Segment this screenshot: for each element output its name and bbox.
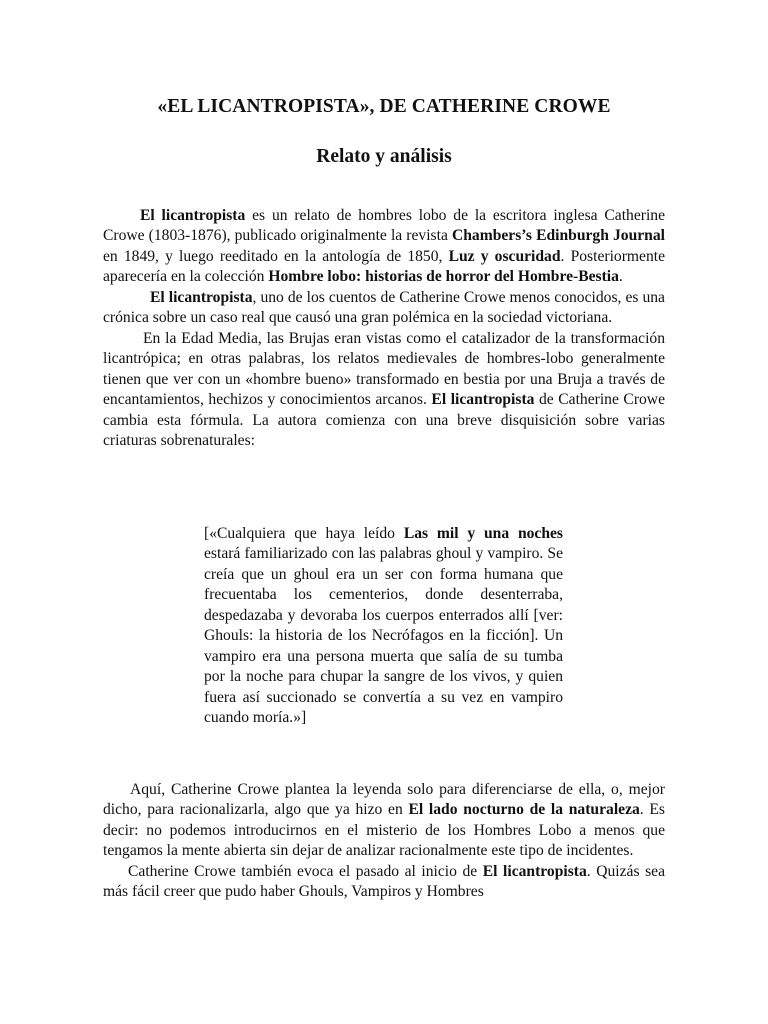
bold-text: Las mil y una noches <box>403 525 563 542</box>
bold-text: El licantropista <box>140 207 246 224</box>
bold-text: Chambers’s Edinburgh Journal <box>451 227 665 245</box>
paragraph-text: . <box>618 268 623 286</box>
quote-text: estará familiarizado con las palabras ghoul y vampiro. Se creía que un ghoul era un ser con forma humana que frecuentaba los cementerios, donde desenterraba, despedazaba y devoraba los cuerpos enterrados allí [ver: Ghouls: la historia de los Necrófagos en la ficción]. Un vampiro era una persona muerta que salía de su tumba por la noche para chupar la sangre de los vivos, y quien fuera así succionado se convertía a su vez en vampiro cuando moría.»] <box>204 545 563 727</box>
paragraph-text: Catherine Crowe también evoca el pasado al inicio de <box>128 862 483 880</box>
bold-text: El licantropista <box>482 862 587 880</box>
paragraph-text: . Es decir: no podemos introducirnos en el misterio de los Hombres Lobo a menos que tengamos la mente abierta sin dejar de analizar racionalmente este tipo de incidentes. <box>103 801 666 860</box>
bold-text: El lado nocturno de la naturaleza <box>408 801 640 819</box>
paragraph-4 <box>103 780 665 862</box>
paragraph-text: , uno de los cuentos de Catherine Crowe menos conocidos, es una crónica sobre un caso real que causó una gran polémica en la sociedad victoriana. <box>103 288 665 327</box>
paragraph-5 <box>103 862 665 903</box>
paragraph-2 <box>103 288 665 329</box>
document-subtitle: Relato y análisis <box>316 146 452 167</box>
paragraph-text: . Quizás sea más fácil creer que pudo haber Ghouls, Vampiros y Hombres <box>103 862 665 901</box>
bold-text: Luz y oscuridad <box>448 247 561 265</box>
paragraph-1 <box>103 206 665 288</box>
paragraph-text: En la Edad Media, las Brujas eran vistas como el catalizador de la transformación licantrópica; en otras palabras, los relatos medievales de hombres-lobo generalmente tienen que ver con un «hombre bueno» transformado en bestia por una Bruja a través de encantamientos, hechizos y conocimientos arcanos. <box>103 329 665 409</box>
paragraph-text: es un relato de hombres lobo de la escritora inglesa Catherine Crowe (1803-1876), publicado originalmente la revista <box>103 207 665 245</box>
block-quote <box>204 524 563 729</box>
document-title: «EL LICANTROPISTA», DE CATHERINE CROWE <box>157 96 611 117</box>
bold-text: El licantropista <box>431 391 535 409</box>
paragraph-text: Aquí, Catherine Crowe plantea la leyenda solo para diferenciarse de ella, o, mejor dicho, para racionalizarla, algo que ya hizo en <box>103 781 665 819</box>
paragraph-text: en 1849, y luego reeditado en la antología de 1850, <box>103 247 449 265</box>
quote-text: [«Cualquiera que haya leído <box>204 525 404 542</box>
paragraph-text: de Catherine Crowe cambia esta fórmula. La autora comienza con una breve disquisición sobre varias criaturas sobrenaturales: <box>103 391 665 449</box>
body-text-bottom <box>103 780 665 903</box>
body-text-top <box>103 206 665 451</box>
paragraph-3 <box>103 329 665 452</box>
bold-text: Hombre lobo: historias de horror del Hombre-Bestia <box>268 268 619 286</box>
bold-text: El licantropista <box>150 288 253 306</box>
paragraph-text: . Posteriormente aparecería en la colección <box>103 247 665 286</box>
